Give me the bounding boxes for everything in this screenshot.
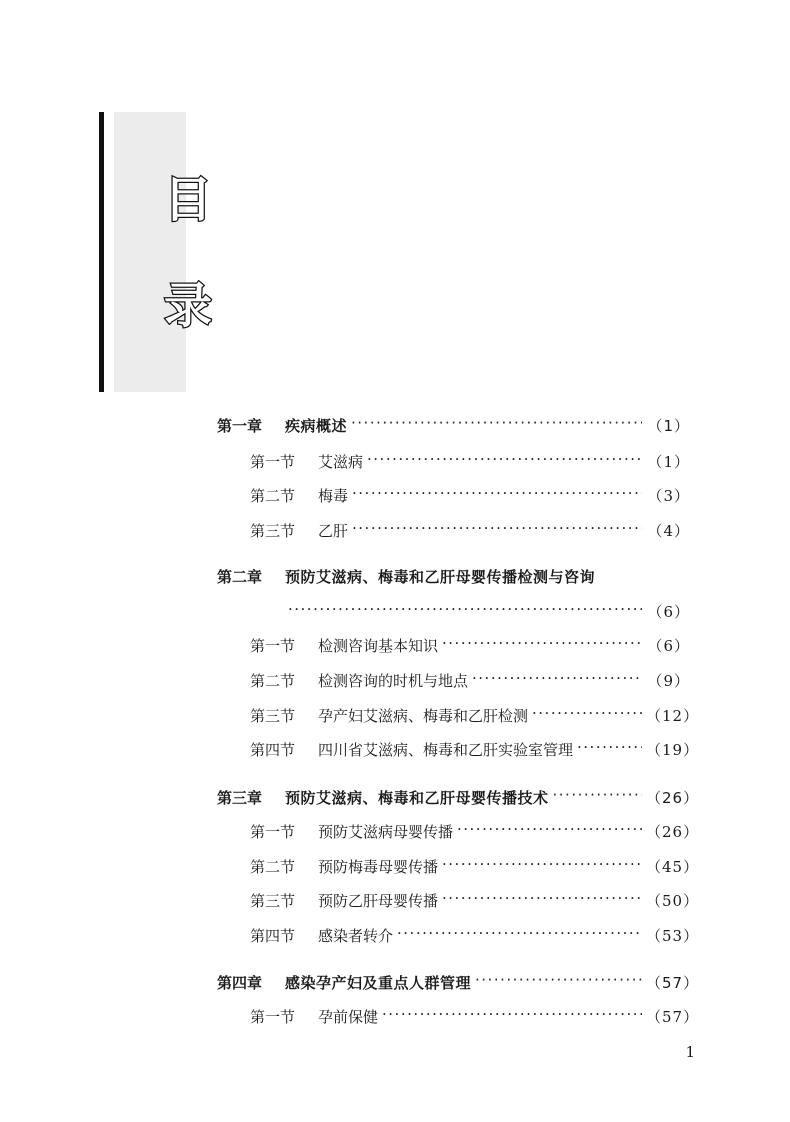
entry-title: 预防艾滋病、梅毒和乙肝母婴传播检测与咨询 <box>285 568 596 586</box>
entry-label: 第一节 <box>250 636 296 655</box>
toc-chapter-2[interactable] <box>217 566 690 587</box>
leader-dots <box>553 786 642 803</box>
entry-title: 艾滋病 <box>318 452 364 471</box>
toc-section[interactable] <box>250 669 690 691</box>
toc-section[interactable] <box>250 704 690 726</box>
entry-page: （ 1 ） <box>646 415 690 436</box>
entry-label: 第二节 <box>250 486 296 505</box>
entry-page: （ 45 ） <box>646 856 690 877</box>
entry-page: （ 26 ） <box>646 787 690 808</box>
toc-section[interactable] <box>250 484 690 506</box>
entry-label: 第二节 <box>250 857 296 876</box>
entry-page: （ 26 ） <box>646 821 690 842</box>
entry-title: 预防艾滋病母婴传播 <box>318 822 454 841</box>
entry-title: 四川省艾滋病、梅毒和乙肝实验室管理 <box>318 740 574 759</box>
entry-title: 检测咨询基本知识 <box>318 636 439 655</box>
entry-label: 第一节 <box>250 822 296 841</box>
entry-page: （ 12 ） <box>646 705 690 726</box>
leader-dots <box>532 704 642 721</box>
toc-section[interactable] <box>250 889 690 911</box>
leader-dots <box>442 855 642 872</box>
leader-dots <box>442 634 642 651</box>
entry-page: （ 57 ） <box>646 1006 690 1027</box>
entry-title: 预防梅毒母婴传播 <box>318 857 439 876</box>
toc-section[interactable] <box>250 634 690 656</box>
leader-dots <box>472 669 642 686</box>
entry-page: （ 53 ） <box>646 925 690 946</box>
toc-chapter-2-continuation[interactable] <box>288 600 690 622</box>
leader-dots <box>442 889 642 906</box>
toc-chapter-3[interactable] <box>217 786 690 808</box>
entry-label: 第四章 <box>217 973 263 992</box>
leader-dots <box>577 738 642 755</box>
title-char-lu: 录 <box>163 278 212 334</box>
entry-title: 疾病概述 <box>285 416 348 435</box>
entry-title: 孕产妇艾滋病、梅毒和乙肝检测 <box>318 706 529 725</box>
entry-title: 孕前保健 <box>318 1007 379 1026</box>
leader-dots <box>367 450 642 467</box>
toc-chapter-1[interactable] <box>217 414 690 436</box>
toc-section[interactable] <box>250 738 690 760</box>
leader-dots <box>475 971 642 988</box>
toc-section[interactable] <box>250 1005 690 1027</box>
leader-dots <box>351 414 642 431</box>
toc-section[interactable] <box>250 820 690 842</box>
entry-label: 第三节 <box>250 706 296 725</box>
entry-label: 第一章 <box>217 416 263 435</box>
leader-dots <box>352 484 642 501</box>
entry-title: 梅毒 <box>318 486 349 505</box>
entry-page: （ 57 ） <box>646 972 690 993</box>
leader-dots <box>288 600 642 617</box>
entry-label: 第三章 <box>217 788 263 807</box>
entry-page: （ 6 ） <box>646 601 690 622</box>
entry-label: 第四节 <box>250 740 296 759</box>
entry-title: 检测咨询的时机与地点 <box>318 671 469 690</box>
toc-section[interactable] <box>250 924 690 946</box>
entry-page: （ 1 ） <box>646 451 690 472</box>
entry-title: 感染者转介 <box>318 926 394 945</box>
entry-label: 第二节 <box>250 671 296 690</box>
leader-dots <box>352 519 642 536</box>
entry-title: 预防艾滋病、梅毒和乙肝母婴传播技术 <box>285 788 549 807</box>
entry-label: 第三节 <box>250 891 296 910</box>
entry-page: （ 6 ） <box>646 635 690 656</box>
leader-dots <box>397 924 642 941</box>
entry-title: 预防乙肝母婴传播 <box>318 891 439 910</box>
toc-section[interactable] <box>250 855 690 877</box>
entry-page: （ 50 ） <box>646 890 690 911</box>
entry-label: 第一节 <box>250 452 296 471</box>
entry-page: （ 3 ） <box>646 485 690 506</box>
leader-dots <box>457 820 642 837</box>
page-number: 1 <box>685 1043 695 1061</box>
entry-page: （ 9 ） <box>646 670 690 691</box>
toc-section[interactable] <box>250 450 690 472</box>
entry-page: （ 4 ） <box>646 520 690 541</box>
entry-page: （ 19 ） <box>646 739 690 760</box>
title-char-mu: 目 <box>163 172 212 228</box>
entry-label: 第一节 <box>250 1007 296 1026</box>
entry-title: 乙肝 <box>318 521 349 540</box>
entry-label: 第二章 <box>217 568 263 586</box>
entry-label: 第四节 <box>250 926 296 945</box>
toc-chapter-4[interactable] <box>217 971 690 993</box>
entry-title: 感染孕产妇及重点人群管理 <box>285 973 472 992</box>
leader-dots <box>382 1005 642 1022</box>
toc-section[interactable] <box>250 519 690 541</box>
entry-label: 第三节 <box>250 521 296 540</box>
